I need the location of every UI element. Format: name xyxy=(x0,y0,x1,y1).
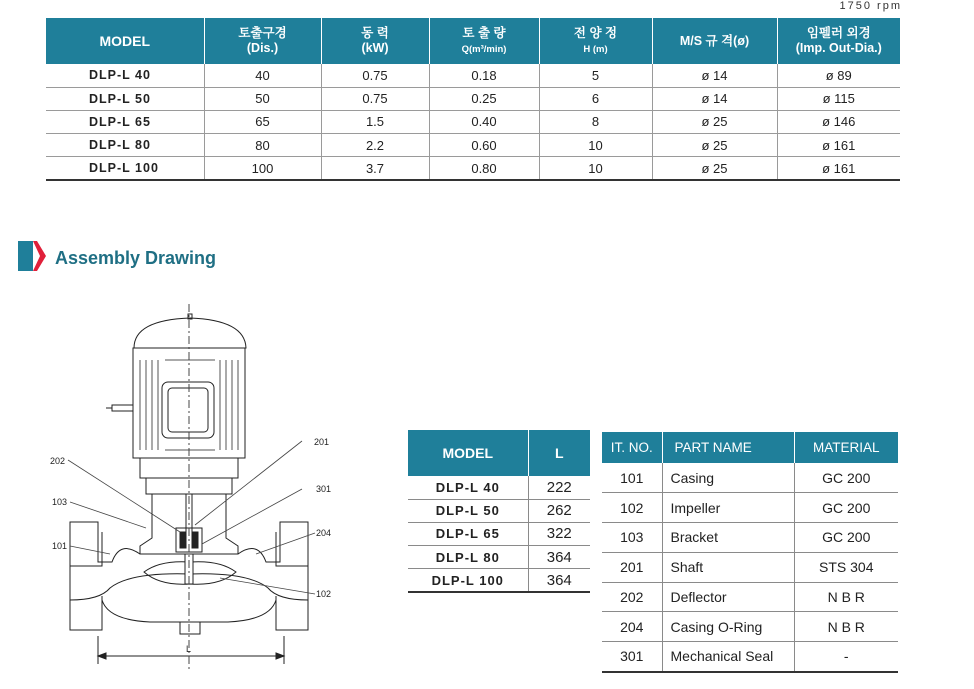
model-length-cell-l: 262 xyxy=(528,499,590,522)
spec-cell: ø 146 xyxy=(777,110,900,133)
callout-301: 301 xyxy=(316,484,332,494)
parts-cell-part-name: Impeller xyxy=(662,493,794,523)
spec-table xyxy=(46,18,900,181)
spec-cell: 0.75 xyxy=(321,87,429,110)
spec-cell: 80 xyxy=(204,134,321,157)
callout-204: 204 xyxy=(316,528,332,538)
parts-cell-part-name: Shaft xyxy=(662,552,794,582)
parts-table xyxy=(602,432,898,673)
parts-row xyxy=(602,642,898,672)
spec-cell-model: DLP-L 65 xyxy=(46,110,204,133)
parts-cell-material: GC 200 xyxy=(794,463,898,493)
spec-cell: 100 xyxy=(204,157,321,180)
model-length-cell-model: DLP-L 50 xyxy=(408,499,528,522)
spec-header-ms: M/S 규 격(ø) xyxy=(652,18,777,64)
model-length-cell-model: DLP-L 40 xyxy=(408,476,528,499)
spec-cell: 65 xyxy=(204,110,321,133)
spec-cell: 8 xyxy=(539,110,652,133)
spec-cell: 50 xyxy=(204,87,321,110)
parts-header-part-name: PART NAME xyxy=(662,432,794,463)
spec-cell: 6 xyxy=(539,87,652,110)
parts-row xyxy=(602,463,898,493)
model-length-cell-model: DLP-L 65 xyxy=(408,522,528,545)
callout-202: 202 xyxy=(50,456,66,466)
parts-row xyxy=(602,552,898,582)
spec-cell: ø 14 xyxy=(652,64,777,87)
spec-header-head: 전 양 정 H (m) xyxy=(539,18,652,64)
model-length-cell-l: 222 xyxy=(528,476,590,499)
spec-cell: 10 xyxy=(539,157,652,180)
model-length-header-l: L xyxy=(528,430,590,476)
parts-row xyxy=(602,523,898,553)
model-length-row xyxy=(408,569,590,592)
model-length-cell-l: 322 xyxy=(528,522,590,545)
parts-cell-item-no: 102 xyxy=(602,493,662,523)
parts-cell-material: N B R xyxy=(794,582,898,612)
model-length-row xyxy=(408,476,590,499)
model-length-row xyxy=(408,522,590,545)
parts-cell-item-no: 301 xyxy=(602,642,662,672)
parts-cell-part-name: Casing O-Ring xyxy=(662,612,794,642)
spec-cell: 3.7 xyxy=(321,157,429,180)
spec-header-row xyxy=(46,18,900,64)
dimension-label-l: L xyxy=(186,644,192,654)
parts-cell-item-no: 101 xyxy=(602,463,662,493)
spec-row xyxy=(46,87,900,110)
spec-header-impeller: 임펠러 외경 (Imp. Out-Dia.) xyxy=(777,18,900,64)
spec-cell-model: DLP-L 50 xyxy=(46,87,204,110)
parts-cell-part-name: Casing xyxy=(662,463,794,493)
model-length-cell-model: DLP-L 80 xyxy=(408,546,528,569)
spec-cell: 1.5 xyxy=(321,110,429,133)
spec-header-model: MODEL xyxy=(46,18,204,64)
spec-cell: 5 xyxy=(539,64,652,87)
spec-cell: ø 25 xyxy=(652,157,777,180)
model-length-header-row xyxy=(408,430,590,476)
parts-row xyxy=(602,612,898,642)
spec-cell: ø 161 xyxy=(777,157,900,180)
spec-cell: 0.60 xyxy=(429,134,539,157)
parts-header-row xyxy=(602,432,898,463)
parts-cell-item-no: 201 xyxy=(602,552,662,582)
spec-cell: ø 25 xyxy=(652,134,777,157)
spec-cell: ø 115 xyxy=(777,87,900,110)
spec-row xyxy=(46,157,900,180)
model-length-cell-l: 364 xyxy=(528,546,590,569)
assembly-drawing xyxy=(40,300,350,680)
parts-cell-part-name: Deflector xyxy=(662,582,794,612)
spec-cell: ø 89 xyxy=(777,64,900,87)
spec-header-power: 동 력 (kW) xyxy=(321,18,429,64)
spec-cell: ø 14 xyxy=(652,87,777,110)
spec-cell: 0.80 xyxy=(429,157,539,180)
callout-201: 201 xyxy=(314,437,330,447)
rpm-note: 1750 rpm xyxy=(839,0,902,12)
spec-cell-model: DLP-L 80 xyxy=(46,134,204,157)
model-length-cell-l: 364 xyxy=(528,569,590,592)
spec-row xyxy=(46,134,900,157)
spec-cell: 0.18 xyxy=(429,64,539,87)
parts-cell-material: N B R xyxy=(794,612,898,642)
model-length-header-model: MODEL xyxy=(408,430,528,476)
callout-102: 102 xyxy=(316,589,332,599)
parts-header-item-no: IT. NO. xyxy=(602,432,662,463)
spec-row xyxy=(46,110,900,133)
parts-row xyxy=(602,493,898,523)
parts-header-material: MATERIAL xyxy=(794,432,898,463)
parts-cell-part-name: Mechanical Seal xyxy=(662,642,794,672)
spec-cell: 0.75 xyxy=(321,64,429,87)
spec-header-flow: 토 출 량 Q(m³/min) xyxy=(429,18,539,64)
parts-cell-item-no: 202 xyxy=(602,582,662,612)
parts-cell-material: GC 200 xyxy=(794,523,898,553)
spec-cell: 2.2 xyxy=(321,134,429,157)
parts-cell-part-name: Bracket xyxy=(662,523,794,553)
parts-cell-material: STS 304 xyxy=(794,552,898,582)
model-length-row xyxy=(408,546,590,569)
spec-cell-model: DLP-L 40 xyxy=(46,64,204,87)
spec-row xyxy=(46,64,900,87)
spec-cell: 0.40 xyxy=(429,110,539,133)
callout-103: 103 xyxy=(52,497,68,507)
spec-cell: ø 25 xyxy=(652,110,777,133)
spec-cell-model: DLP-L 100 xyxy=(46,157,204,180)
parts-cell-material: - xyxy=(794,642,898,672)
parts-cell-item-no: 204 xyxy=(602,612,662,642)
parts-cell-material: GC 200 xyxy=(794,493,898,523)
model-length-row xyxy=(408,499,590,522)
parts-cell-item-no: 103 xyxy=(602,523,662,553)
callout-101: 101 xyxy=(52,541,68,551)
spec-cell: ø 161 xyxy=(777,134,900,157)
model-length-table xyxy=(408,430,590,593)
spec-header-dis: 토출구경 (Dis.) xyxy=(204,18,321,64)
spec-cell: 10 xyxy=(539,134,652,157)
spec-cell: 40 xyxy=(204,64,321,87)
section-arrow-icon xyxy=(18,241,46,271)
spec-cell: 0.25 xyxy=(429,87,539,110)
parts-row xyxy=(602,582,898,612)
section-title: Assembly Drawing xyxy=(55,248,217,268)
model-length-cell-model: DLP-L 100 xyxy=(408,569,528,592)
